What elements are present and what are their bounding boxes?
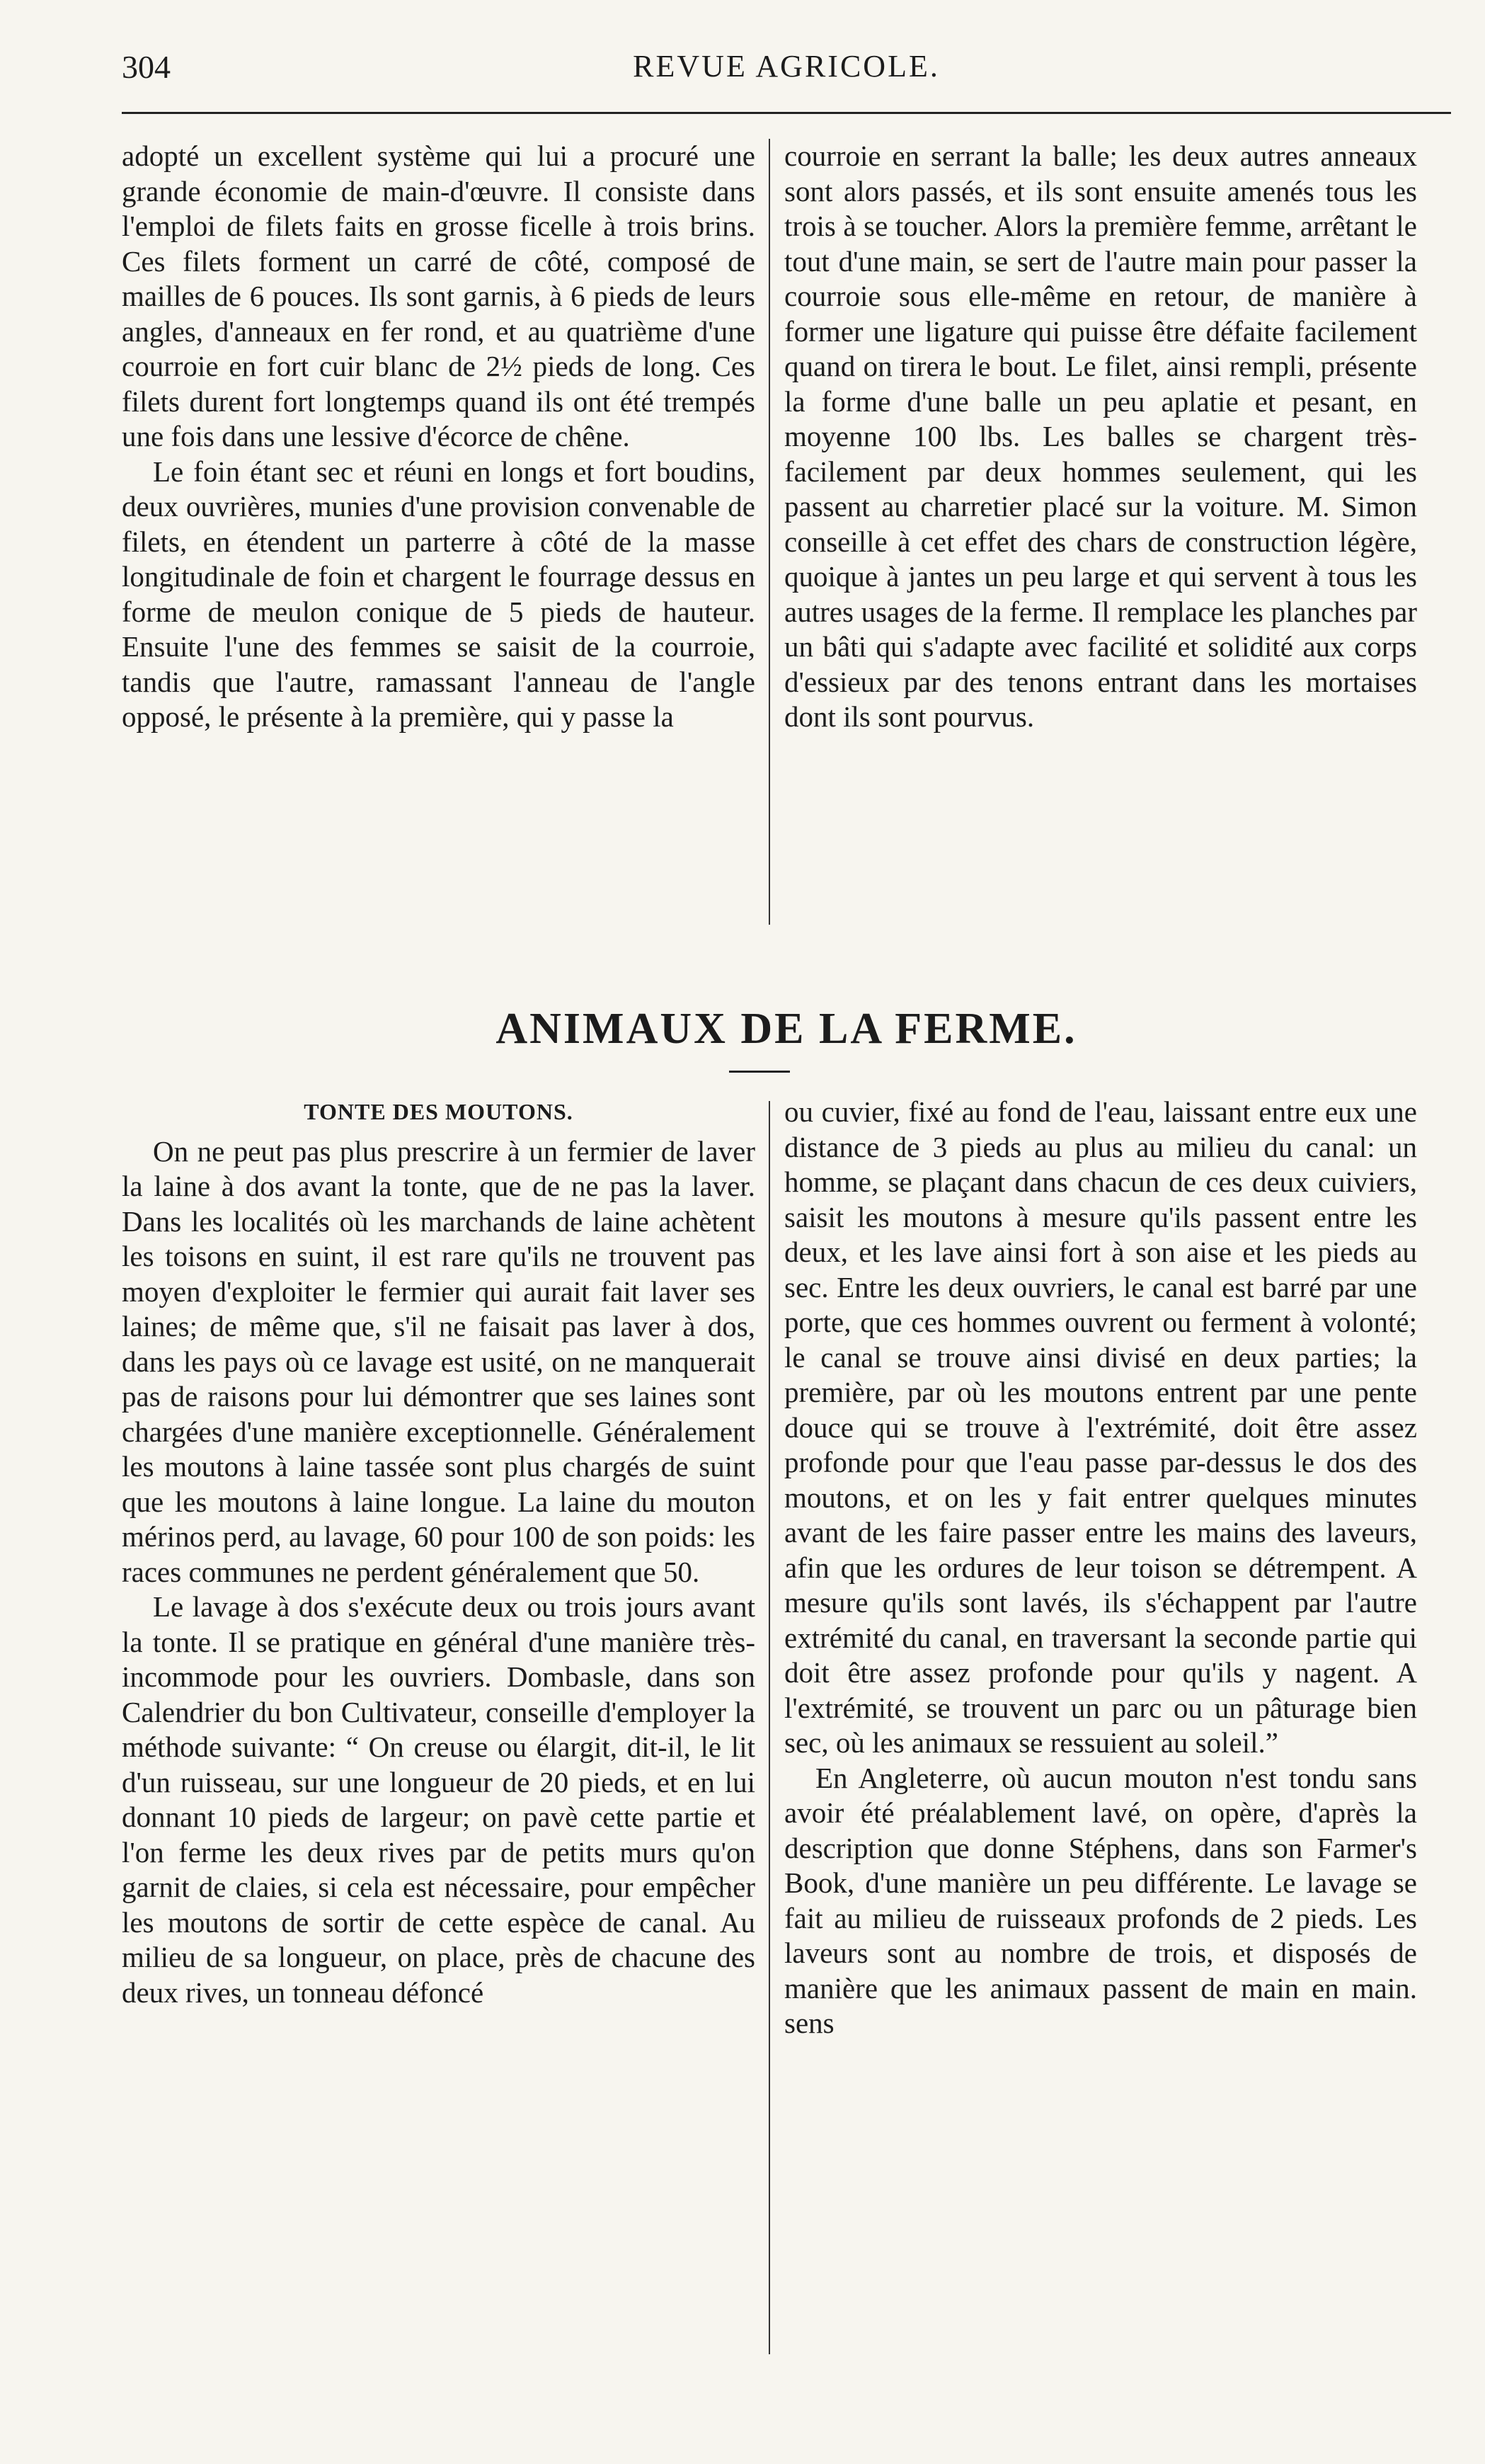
paragraph: On ne peut pas plus prescrire à un fermier de laver la laine à dos avant la tonte, que de ne pas la laver. Dans les localités où les marchands de laine achètent les toisons en suint, il est rare qu'ils ne trouvent pas moyen d'exploiter le fermier qui aurait fait laver ses laines; de même que, s'il ne faisait pas laver à dos, dans les pays où ce lavage est usité, on ne manquerait pas de raisons pour lui démontrer que ses laines sont chargées d'une manière exceptionnelle. Généralement les moutons à laine tassée sont plus chargés de suint que les moutons à laine longue. La laine du mouton mérinos perd, au lavage, 60 pour 100 de son poids: les races communes ne perdent généralement que 50. <box>122 1134 755 1588</box>
paragraph: courroie en serrant la balle; les deux autres anneaux sont alors passés, et ils sont ensuite amenés tous les trois à se toucher. Alors la première femme, arrêtant le tout d'une main, se sert de l'autre main pour passer la courroie sous elle-même en retour, de manière à former une ligature qui puisse être défaite facilement quand on tirera le bout. Le filet, ainsi rempli, présente la forme d'une balle un peu aplatie et pesant, en moyenne 100 lbs. Les balles se chargent très-facilement par deux hommes seulement, qui les passent au charretier placé sur la voiture. M. Simon conseille à cet effet des chars de construction légère, quoique à jantes un peu large et qui servent à tous les autres usages de la ferme. Il remplace les planches par un bâti qui s'adapte avec facilité et solidité aux corps d'essieux par des tenons entrant dans les mortaises dont ils sont pourvus. <box>784 139 1417 733</box>
paragraph: adopté un excellent système qui lui a procuré une grande économie de main-d'œuvre. Il consiste dans l'emploi de filets faits en grosse ficelle à trois brins. Ces filets forment un carré de côté, composé de mailles de 6 pouces. Ils sont garnis, à 6 pieds de leurs angles, d'anneaux en fer rond, et au quatrième d'une courroie en fort cuir blanc de 2½ pieds de long. Ces filets durent fort longtemps quand ils ont été trempés une fois dans une lessive d'écorce de chêne. <box>122 139 755 452</box>
paragraph: En Angleterre, où aucun mouton n'est tondu sans avoir été préalablement lavé, on opère, d'après la description que donne Stéphens, dans son Farmer's Book, d'une manière un peu différente. Le lavage se fait au milieu de ruisseaux profonds de 2 pieds. Les laveurs sont au nombre de trois, et disposés de manière que les animaux passent de main en main. sens <box>784 1761 1417 2039</box>
section1-left-column <box>122 139 755 735</box>
paragraph: ou cuvier, fixé au fond de l'eau, laissant entre eux une distance de 3 pieds au plus au milieu du canal: un homme, se plaçant dans chacun de ces deux cuiviers, saisit les moutons à mesure qu'ils passent entre les deux, et les lave ainsi fort à son aise et les pieds au sec. Entre les deux ouvriers, le canal est barré par une porte, que ces hommes ouvrent ou ferment à volonté; le canal se trouve ainsi divisé en deux parties; la première, par où les moutons entrent par une pente douce qui se trouve à l'extrémité, doit être assez profonde pour que l'eau passe par-dessus le dos des moutons, et on les y fait entrer quelques minutes avant de les faire passer entre les mains des laveurs, afin que les ordures de leur toison se détrempent. A mesure qu'ils sont lavés, ils s'échappent par l'autre extrémité du canal, en traversant la seconde partie qui doit être assez profonde pour qu'ils y nagent. A l'extrémité, se trouvent un parc ou un pâturage bien sec, où les animaux se ressuient au soleil.” <box>784 1095 1417 1759</box>
page-number: 304 <box>122 49 171 85</box>
title-rule <box>729 1071 790 1073</box>
paragraph: Le foin étant sec et réuni en longs et fort boudins, deux ouvrières, munies d'une provision convenable de filets, en étendent un parterre à côté de la masse longitudinale de foin et chargent le fourrage dessus en forme de meulon conique de 5 pieds de hauteur. Ensuite l'une des femmes se saisit de la courroie, tandis que l'autre, ramassant l'anneau de l'angle opposé, le présente à la première, qui y passe la <box>122 455 755 733</box>
running-head: REVUE AGRICOLE. <box>633 49 940 84</box>
subsection-title: TONTE DES MOUTONS. <box>304 1099 573 1124</box>
section2-left-column <box>122 1095 755 2010</box>
section1-right-column <box>784 139 1417 735</box>
section2-right-column <box>784 1095 1417 2041</box>
header-rule <box>122 112 1451 114</box>
column-divider <box>769 139 770 925</box>
section-title: ANIMAUX DE LA FERME. <box>495 1005 1077 1053</box>
page-header <box>122 48 1451 91</box>
column-divider <box>769 1101 770 2354</box>
paragraph: Le lavage à dos s'exécute deux ou trois jours avant la tonte. Il se pratique en général d'une manière très-incommode pour les ouvriers. Dombasle, dans son Calendrier du bon Cultivateur, conseille d'employer la méthode suivante: “ On creuse ou élargit, dit-il, le lit d'un ruisseau, sur une longueur de 20 pieds, et en lui donnant 10 pieds de largeur; on pavè cette partie et l'on ferme les deux rives par de petits murs qu'on garnit de claies, si cela est nécessaire, pour empêcher les moutons de sortir de cette espèce de canal. Au milieu de sa longueur, on place, près de chacune des deux rives, un tonneau défoncé <box>122 1590 755 2009</box>
